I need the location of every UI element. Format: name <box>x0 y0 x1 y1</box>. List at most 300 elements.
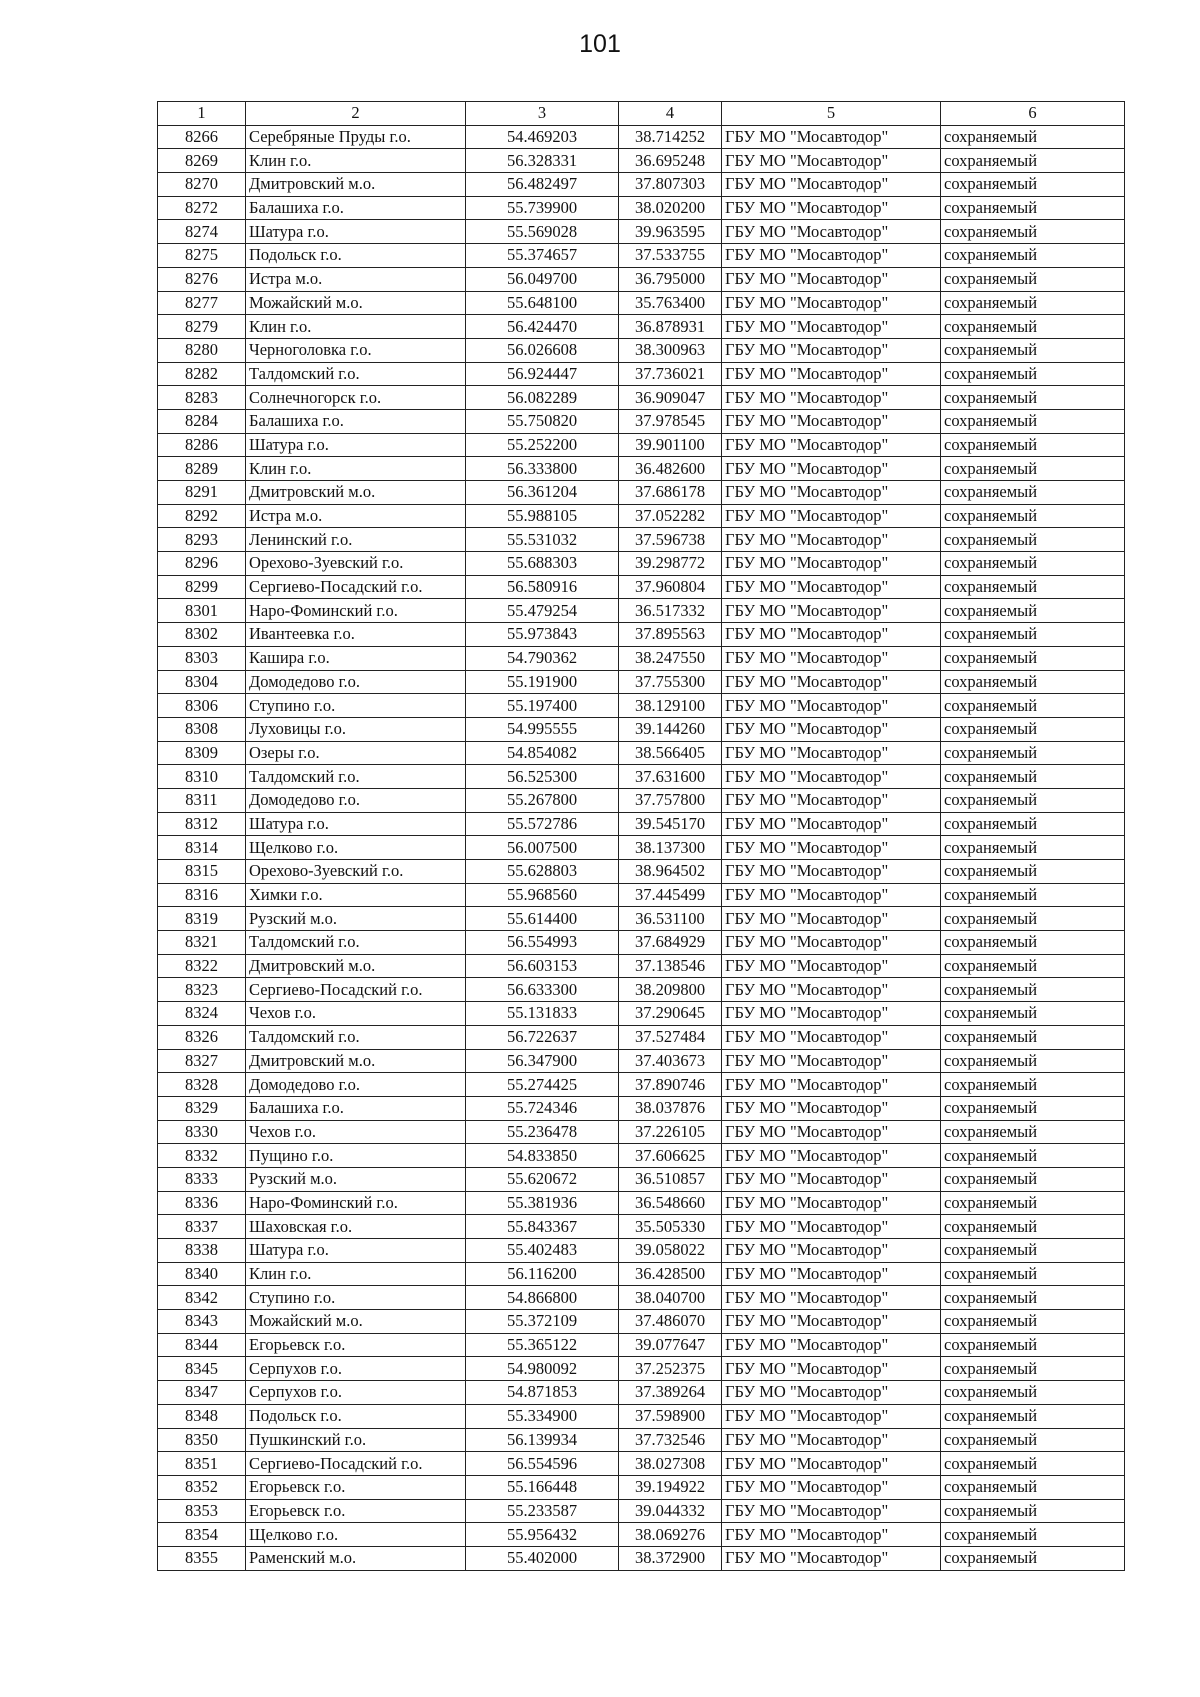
latitude-cell: 56.525300 <box>466 765 619 789</box>
longitude-cell: 39.194922 <box>619 1475 722 1499</box>
latitude-cell: 55.372109 <box>466 1310 619 1334</box>
owner-cell: ГБУ МО "Мосавтодор" <box>722 978 941 1002</box>
owner-cell: ГБУ МО "Мосавтодор" <box>722 1049 941 1073</box>
status-cell: сохраняемый <box>941 1262 1125 1286</box>
longitude-cell: 37.890746 <box>619 1073 722 1097</box>
owner-cell: ГБУ МО "Мосавтодор" <box>722 623 941 647</box>
longitude-cell: 36.878931 <box>619 315 722 339</box>
municipality-cell: Шатура г.о. <box>246 812 466 836</box>
record-id-cell: 8283 <box>158 386 246 410</box>
longitude-cell: 36.510857 <box>619 1167 722 1191</box>
table-row <box>158 457 1125 481</box>
table-row <box>158 362 1125 386</box>
status-cell: сохраняемый <box>941 1523 1125 1547</box>
owner-cell: ГБУ МО "Мосавтодор" <box>722 812 941 836</box>
table-row <box>158 1546 1125 1570</box>
latitude-cell: 55.267800 <box>466 788 619 812</box>
owner-cell: ГБУ МО "Мосавтодор" <box>722 1239 941 1263</box>
longitude-cell: 37.252375 <box>619 1357 722 1381</box>
latitude-cell: 54.871853 <box>466 1381 619 1405</box>
status-cell: сохраняемый <box>941 196 1125 220</box>
table-row <box>158 1357 1125 1381</box>
status-cell: сохраняемый <box>941 717 1125 741</box>
status-cell: сохраняемый <box>941 1357 1125 1381</box>
table-row <box>158 1262 1125 1286</box>
latitude-cell: 54.866800 <box>466 1286 619 1310</box>
record-id-cell: 8342 <box>158 1286 246 1310</box>
owner-cell: ГБУ МО "Мосавтодор" <box>722 717 941 741</box>
owner-cell: ГБУ МО "Мосавтодор" <box>722 1120 941 1144</box>
record-id-cell: 8344 <box>158 1333 246 1357</box>
municipality-cell: Ленинский г.о. <box>246 528 466 552</box>
status-cell: сохраняемый <box>941 481 1125 505</box>
status-cell: сохраняемый <box>941 291 1125 315</box>
table-row <box>158 386 1125 410</box>
latitude-cell: 55.968560 <box>466 883 619 907</box>
status-cell: сохраняемый <box>941 1002 1125 1026</box>
municipality-cell: Чехов г.о. <box>246 1120 466 1144</box>
municipality-cell: Дмитровский м.о. <box>246 173 466 197</box>
owner-cell: ГБУ МО "Мосавтодор" <box>722 670 941 694</box>
longitude-cell: 37.895563 <box>619 623 722 647</box>
municipality-cell: Домодедово г.о. <box>246 788 466 812</box>
record-id-cell: 8309 <box>158 741 246 765</box>
table-row <box>158 883 1125 907</box>
record-id-cell: 8291 <box>158 481 246 505</box>
record-id-cell: 8327 <box>158 1049 246 1073</box>
municipality-cell: Егорьевск г.о. <box>246 1333 466 1357</box>
record-id-cell: 8315 <box>158 860 246 884</box>
latitude-cell: 56.328331 <box>466 149 619 173</box>
table-row <box>158 1404 1125 1428</box>
municipality-cell: Балашиха г.о. <box>246 409 466 433</box>
table-row <box>158 504 1125 528</box>
table-row <box>158 1428 1125 1452</box>
municipality-cell: Шаховская г.о. <box>246 1215 466 1239</box>
status-cell: сохраняемый <box>941 1144 1125 1168</box>
record-id-cell: 8353 <box>158 1499 246 1523</box>
record-id-cell: 8351 <box>158 1452 246 1476</box>
status-cell: сохраняемый <box>941 149 1125 173</box>
header-col-3: 3 <box>466 102 619 126</box>
owner-cell: ГБУ МО "Мосавтодор" <box>722 386 941 410</box>
latitude-cell: 55.724346 <box>466 1096 619 1120</box>
status-cell: сохраняемый <box>941 457 1125 481</box>
latitude-cell: 55.334900 <box>466 1404 619 1428</box>
longitude-cell: 36.482600 <box>619 457 722 481</box>
municipality-cell: Сергиево-Посадский г.о. <box>246 575 466 599</box>
municipality-cell: Рузский м.о. <box>246 907 466 931</box>
status-cell: сохраняемый <box>941 1096 1125 1120</box>
municipality-cell: Химки г.о. <box>246 883 466 907</box>
municipality-cell: Серпухов г.о. <box>246 1381 466 1405</box>
municipality-cell: Клин г.о. <box>246 1262 466 1286</box>
owner-cell: ГБУ МО "Мосавтодор" <box>722 1073 941 1097</box>
municipality-cell: Можайский м.о. <box>246 1310 466 1334</box>
status-cell: сохраняемый <box>941 1333 1125 1357</box>
municipality-cell: Ступино г.о. <box>246 694 466 718</box>
latitude-cell: 55.365122 <box>466 1333 619 1357</box>
municipality-cell: Талдомский г.о. <box>246 931 466 955</box>
municipality-cell: Орехово-Зуевский г.о. <box>246 552 466 576</box>
record-id-cell: 8272 <box>158 196 246 220</box>
record-id-cell: 8269 <box>158 149 246 173</box>
longitude-cell: 36.795000 <box>619 267 722 291</box>
owner-cell: ГБУ МО "Мосавтодор" <box>722 1333 941 1357</box>
longitude-cell: 38.247550 <box>619 646 722 670</box>
record-id-cell: 8343 <box>158 1310 246 1334</box>
status-cell: сохраняемый <box>941 907 1125 931</box>
record-id-cell: 8277 <box>158 291 246 315</box>
latitude-cell: 56.580916 <box>466 575 619 599</box>
record-id-cell: 8330 <box>158 1120 246 1144</box>
table-row <box>158 1144 1125 1168</box>
longitude-cell: 38.027308 <box>619 1452 722 1476</box>
longitude-cell: 36.531100 <box>619 907 722 931</box>
longitude-cell: 37.736021 <box>619 362 722 386</box>
status-cell: сохраняемый <box>941 173 1125 197</box>
status-cell: сохраняемый <box>941 1310 1125 1334</box>
longitude-cell: 37.686178 <box>619 481 722 505</box>
latitude-cell: 55.956432 <box>466 1523 619 1547</box>
owner-cell: ГБУ МО "Мосавтодор" <box>722 196 941 220</box>
record-id-cell: 8266 <box>158 125 246 149</box>
status-cell: сохраняемый <box>941 1239 1125 1263</box>
table-row <box>158 599 1125 623</box>
latitude-cell: 56.116200 <box>466 1262 619 1286</box>
table-row <box>158 338 1125 362</box>
owner-cell: ГБУ МО "Мосавтодор" <box>722 860 941 884</box>
status-cell: сохраняемый <box>941 362 1125 386</box>
record-id-cell: 8348 <box>158 1404 246 1428</box>
record-id-cell: 8332 <box>158 1144 246 1168</box>
longitude-cell: 38.566405 <box>619 741 722 765</box>
longitude-cell: 35.763400 <box>619 291 722 315</box>
latitude-cell: 55.973843 <box>466 623 619 647</box>
table-row <box>158 717 1125 741</box>
record-id-cell: 8329 <box>158 1096 246 1120</box>
table-row <box>158 315 1125 339</box>
longitude-cell: 38.372900 <box>619 1546 722 1570</box>
record-id-cell: 8275 <box>158 244 246 268</box>
table-row <box>158 1499 1125 1523</box>
owner-cell: ГБУ МО "Мосавтодор" <box>722 220 941 244</box>
table-row <box>158 481 1125 505</box>
record-id-cell: 8311 <box>158 788 246 812</box>
table-row <box>158 1310 1125 1334</box>
longitude-cell: 37.807303 <box>619 173 722 197</box>
status-cell: сохраняемый <box>941 267 1125 291</box>
latitude-cell: 56.722637 <box>466 1025 619 1049</box>
municipality-cell: Подольск г.о. <box>246 244 466 268</box>
table-row <box>158 552 1125 576</box>
status-cell: сохраняемый <box>941 1428 1125 1452</box>
record-id-cell: 8310 <box>158 765 246 789</box>
table-row <box>158 433 1125 457</box>
record-id-cell: 8355 <box>158 1546 246 1570</box>
latitude-cell: 55.402000 <box>466 1546 619 1570</box>
table-row <box>158 1286 1125 1310</box>
status-cell: сохраняемый <box>941 1286 1125 1310</box>
owner-cell: ГБУ МО "Мосавтодор" <box>722 1499 941 1523</box>
longitude-cell: 37.631600 <box>619 765 722 789</box>
table-row <box>158 907 1125 931</box>
municipality-cell: Черноголовка г.о. <box>246 338 466 362</box>
longitude-cell: 37.533755 <box>619 244 722 268</box>
longitude-cell: 37.606625 <box>619 1144 722 1168</box>
latitude-cell: 54.854082 <box>466 741 619 765</box>
municipality-cell: Истра м.о. <box>246 504 466 528</box>
latitude-cell: 55.569028 <box>466 220 619 244</box>
table-row <box>158 1025 1125 1049</box>
latitude-cell: 56.049700 <box>466 267 619 291</box>
municipality-cell: Домодедово г.о. <box>246 670 466 694</box>
longitude-cell: 36.548660 <box>619 1191 722 1215</box>
municipality-cell: Щелково г.о. <box>246 1523 466 1547</box>
table-row <box>158 623 1125 647</box>
header-col-4: 4 <box>619 102 722 126</box>
status-cell: сохраняемый <box>941 125 1125 149</box>
latitude-cell: 56.482497 <box>466 173 619 197</box>
latitude-cell: 55.374657 <box>466 244 619 268</box>
table-row <box>158 1452 1125 1476</box>
table-row <box>158 765 1125 789</box>
status-cell: сохраняемый <box>941 575 1125 599</box>
status-cell: сохраняемый <box>941 504 1125 528</box>
longitude-cell: 39.963595 <box>619 220 722 244</box>
status-cell: сохраняемый <box>941 765 1125 789</box>
status-cell: сохраняемый <box>941 741 1125 765</box>
owner-cell: ГБУ МО "Мосавтодор" <box>722 646 941 670</box>
owner-cell: ГБУ МО "Мосавтодор" <box>722 1215 941 1239</box>
status-cell: сохраняемый <box>941 1452 1125 1476</box>
status-cell: сохраняемый <box>941 646 1125 670</box>
latitude-cell: 54.980092 <box>466 1357 619 1381</box>
latitude-cell: 55.233587 <box>466 1499 619 1523</box>
table-row <box>158 244 1125 268</box>
status-cell: сохраняемый <box>941 409 1125 433</box>
record-id-cell: 8303 <box>158 646 246 670</box>
owner-cell: ГБУ МО "Мосавтодор" <box>722 1096 941 1120</box>
record-id-cell: 8354 <box>158 1523 246 1547</box>
owner-cell: ГБУ МО "Мосавтодор" <box>722 741 941 765</box>
table-row <box>158 409 1125 433</box>
record-id-cell: 8323 <box>158 978 246 1002</box>
latitude-cell: 56.633300 <box>466 978 619 1002</box>
municipality-cell: Луховицы г.о. <box>246 717 466 741</box>
owner-cell: ГБУ МО "Мосавтодор" <box>722 1002 941 1026</box>
longitude-cell: 36.695248 <box>619 149 722 173</box>
table-row <box>158 1096 1125 1120</box>
latitude-cell: 55.531032 <box>466 528 619 552</box>
status-cell: сохраняемый <box>941 1546 1125 1570</box>
record-id-cell: 8299 <box>158 575 246 599</box>
latitude-cell: 54.469203 <box>466 125 619 149</box>
record-id-cell: 8286 <box>158 433 246 457</box>
record-id-cell: 8340 <box>158 1262 246 1286</box>
table-row <box>158 836 1125 860</box>
table-row <box>158 1073 1125 1097</box>
longitude-cell: 36.517332 <box>619 599 722 623</box>
municipality-cell: Талдомский г.о. <box>246 765 466 789</box>
status-cell: сохраняемый <box>941 338 1125 362</box>
record-id-cell: 8337 <box>158 1215 246 1239</box>
latitude-cell: 56.554596 <box>466 1452 619 1476</box>
municipality-cell: Талдомский г.о. <box>246 1025 466 1049</box>
owner-cell: ГБУ МО "Мосавтодор" <box>722 1428 941 1452</box>
municipality-cell: Серпухов г.о. <box>246 1357 466 1381</box>
record-id-cell: 8319 <box>158 907 246 931</box>
latitude-cell: 55.252200 <box>466 433 619 457</box>
owner-cell: ГБУ МО "Мосавтодор" <box>722 788 941 812</box>
table-row <box>158 1523 1125 1547</box>
table-row <box>158 220 1125 244</box>
longitude-cell: 38.137300 <box>619 836 722 860</box>
owner-cell: ГБУ МО "Мосавтодор" <box>722 125 941 149</box>
latitude-cell: 55.648100 <box>466 291 619 315</box>
table-row <box>158 860 1125 884</box>
owner-cell: ГБУ МО "Мосавтодор" <box>722 291 941 315</box>
table-row <box>158 646 1125 670</box>
status-cell: сохраняемый <box>941 1475 1125 1499</box>
owner-cell: ГБУ МО "Мосавтодор" <box>722 883 941 907</box>
latitude-cell: 55.843367 <box>466 1215 619 1239</box>
record-id-cell: 8326 <box>158 1025 246 1049</box>
longitude-cell: 37.598900 <box>619 1404 722 1428</box>
owner-cell: ГБУ МО "Мосавтодор" <box>722 1167 941 1191</box>
latitude-cell: 55.614400 <box>466 907 619 931</box>
latitude-cell: 54.790362 <box>466 646 619 670</box>
longitude-cell: 38.037876 <box>619 1096 722 1120</box>
municipality-cell: Балашиха г.о. <box>246 196 466 220</box>
latitude-cell: 55.479254 <box>466 599 619 623</box>
municipality-cell: Балашиха г.о. <box>246 1096 466 1120</box>
owner-cell: ГБУ МО "Мосавтодор" <box>722 954 941 978</box>
municipality-cell: Озеры г.о. <box>246 741 466 765</box>
table-row <box>158 267 1125 291</box>
longitude-cell: 38.040700 <box>619 1286 722 1310</box>
longitude-cell: 37.052282 <box>619 504 722 528</box>
latitude-cell: 55.166448 <box>466 1475 619 1499</box>
latitude-cell: 55.274425 <box>466 1073 619 1097</box>
owner-cell: ГБУ МО "Мосавтодор" <box>722 575 941 599</box>
longitude-cell: 38.964502 <box>619 860 722 884</box>
owner-cell: ГБУ МО "Мосавтодор" <box>722 694 941 718</box>
municipality-cell: Раменский м.о. <box>246 1546 466 1570</box>
longitude-cell: 37.960804 <box>619 575 722 599</box>
record-id-cell: 8306 <box>158 694 246 718</box>
longitude-cell: 37.527484 <box>619 1025 722 1049</box>
municipality-cell: Истра м.о. <box>246 267 466 291</box>
latitude-cell: 56.007500 <box>466 836 619 860</box>
municipality-cell: Шатура г.о. <box>246 220 466 244</box>
header-col-1: 1 <box>158 102 246 126</box>
latitude-cell: 55.236478 <box>466 1120 619 1144</box>
record-id-cell: 8301 <box>158 599 246 623</box>
latitude-cell: 55.628803 <box>466 860 619 884</box>
record-id-cell: 8293 <box>158 528 246 552</box>
municipality-cell: Наро-Фоминский г.о. <box>246 599 466 623</box>
latitude-cell: 55.739900 <box>466 196 619 220</box>
latitude-cell: 55.402483 <box>466 1239 619 1263</box>
record-id-cell: 8333 <box>158 1167 246 1191</box>
table-row <box>158 1475 1125 1499</box>
owner-cell: ГБУ МО "Мосавтодор" <box>722 1357 941 1381</box>
status-cell: сохраняемый <box>941 1167 1125 1191</box>
longitude-cell: 37.596738 <box>619 528 722 552</box>
longitude-cell: 39.298772 <box>619 552 722 576</box>
latitude-cell: 55.750820 <box>466 409 619 433</box>
latitude-cell: 56.347900 <box>466 1049 619 1073</box>
table-row <box>158 1333 1125 1357</box>
status-cell: сохраняемый <box>941 883 1125 907</box>
latitude-cell: 54.833850 <box>466 1144 619 1168</box>
status-cell: сохраняемый <box>941 1120 1125 1144</box>
latitude-cell: 54.995555 <box>466 717 619 741</box>
longitude-cell: 38.069276 <box>619 1523 722 1547</box>
table-row <box>158 575 1125 599</box>
latitude-cell: 55.381936 <box>466 1191 619 1215</box>
registry-table <box>157 101 1125 1571</box>
header-col-5: 5 <box>722 102 941 126</box>
record-id-cell: 8276 <box>158 267 246 291</box>
municipality-cell: Ивантеевка г.о. <box>246 623 466 647</box>
status-cell: сохраняемый <box>941 220 1125 244</box>
owner-cell: ГБУ МО "Мосавтодор" <box>722 149 941 173</box>
owner-cell: ГБУ МО "Мосавтодор" <box>722 1262 941 1286</box>
longitude-cell: 39.545170 <box>619 812 722 836</box>
status-cell: сохраняемый <box>941 694 1125 718</box>
status-cell: сохраняемый <box>941 1191 1125 1215</box>
table-row <box>158 978 1125 1002</box>
record-id-cell: 8292 <box>158 504 246 528</box>
latitude-cell: 55.572786 <box>466 812 619 836</box>
table-body <box>158 125 1125 1570</box>
municipality-cell: Шатура г.о. <box>246 433 466 457</box>
municipality-cell: Ступино г.о. <box>246 1286 466 1310</box>
record-id-cell: 8345 <box>158 1357 246 1381</box>
table-row <box>158 149 1125 173</box>
table-row <box>158 125 1125 149</box>
latitude-cell: 56.554993 <box>466 931 619 955</box>
owner-cell: ГБУ МО "Мосавтодор" <box>722 433 941 457</box>
owner-cell: ГБУ МО "Мосавтодор" <box>722 1144 941 1168</box>
owner-cell: ГБУ МО "Мосавтодор" <box>722 409 941 433</box>
municipality-cell: Сергиево-Посадский г.о. <box>246 978 466 1002</box>
longitude-cell: 37.486070 <box>619 1310 722 1334</box>
table-row <box>158 1167 1125 1191</box>
latitude-cell: 56.424470 <box>466 315 619 339</box>
owner-cell: ГБУ МО "Мосавтодор" <box>722 528 941 552</box>
status-cell: сохраняемый <box>941 1381 1125 1405</box>
owner-cell: ГБУ МО "Мосавтодор" <box>722 338 941 362</box>
status-cell: сохраняемый <box>941 931 1125 955</box>
table-header <box>158 102 1125 126</box>
owner-cell: ГБУ МО "Мосавтодор" <box>722 362 941 386</box>
owner-cell: ГБУ МО "Мосавтодор" <box>722 1025 941 1049</box>
record-id-cell: 8338 <box>158 1239 246 1263</box>
longitude-cell: 37.445499 <box>619 883 722 907</box>
owner-cell: ГБУ МО "Мосавтодор" <box>722 1475 941 1499</box>
record-id-cell: 8347 <box>158 1381 246 1405</box>
status-cell: сохраняемый <box>941 386 1125 410</box>
status-cell: сохраняемый <box>941 954 1125 978</box>
status-cell: сохраняемый <box>941 552 1125 576</box>
municipality-cell: Клин г.о. <box>246 149 466 173</box>
table-row <box>158 1191 1125 1215</box>
owner-cell: ГБУ МО "Мосавтодор" <box>722 1381 941 1405</box>
table-row <box>158 1049 1125 1073</box>
